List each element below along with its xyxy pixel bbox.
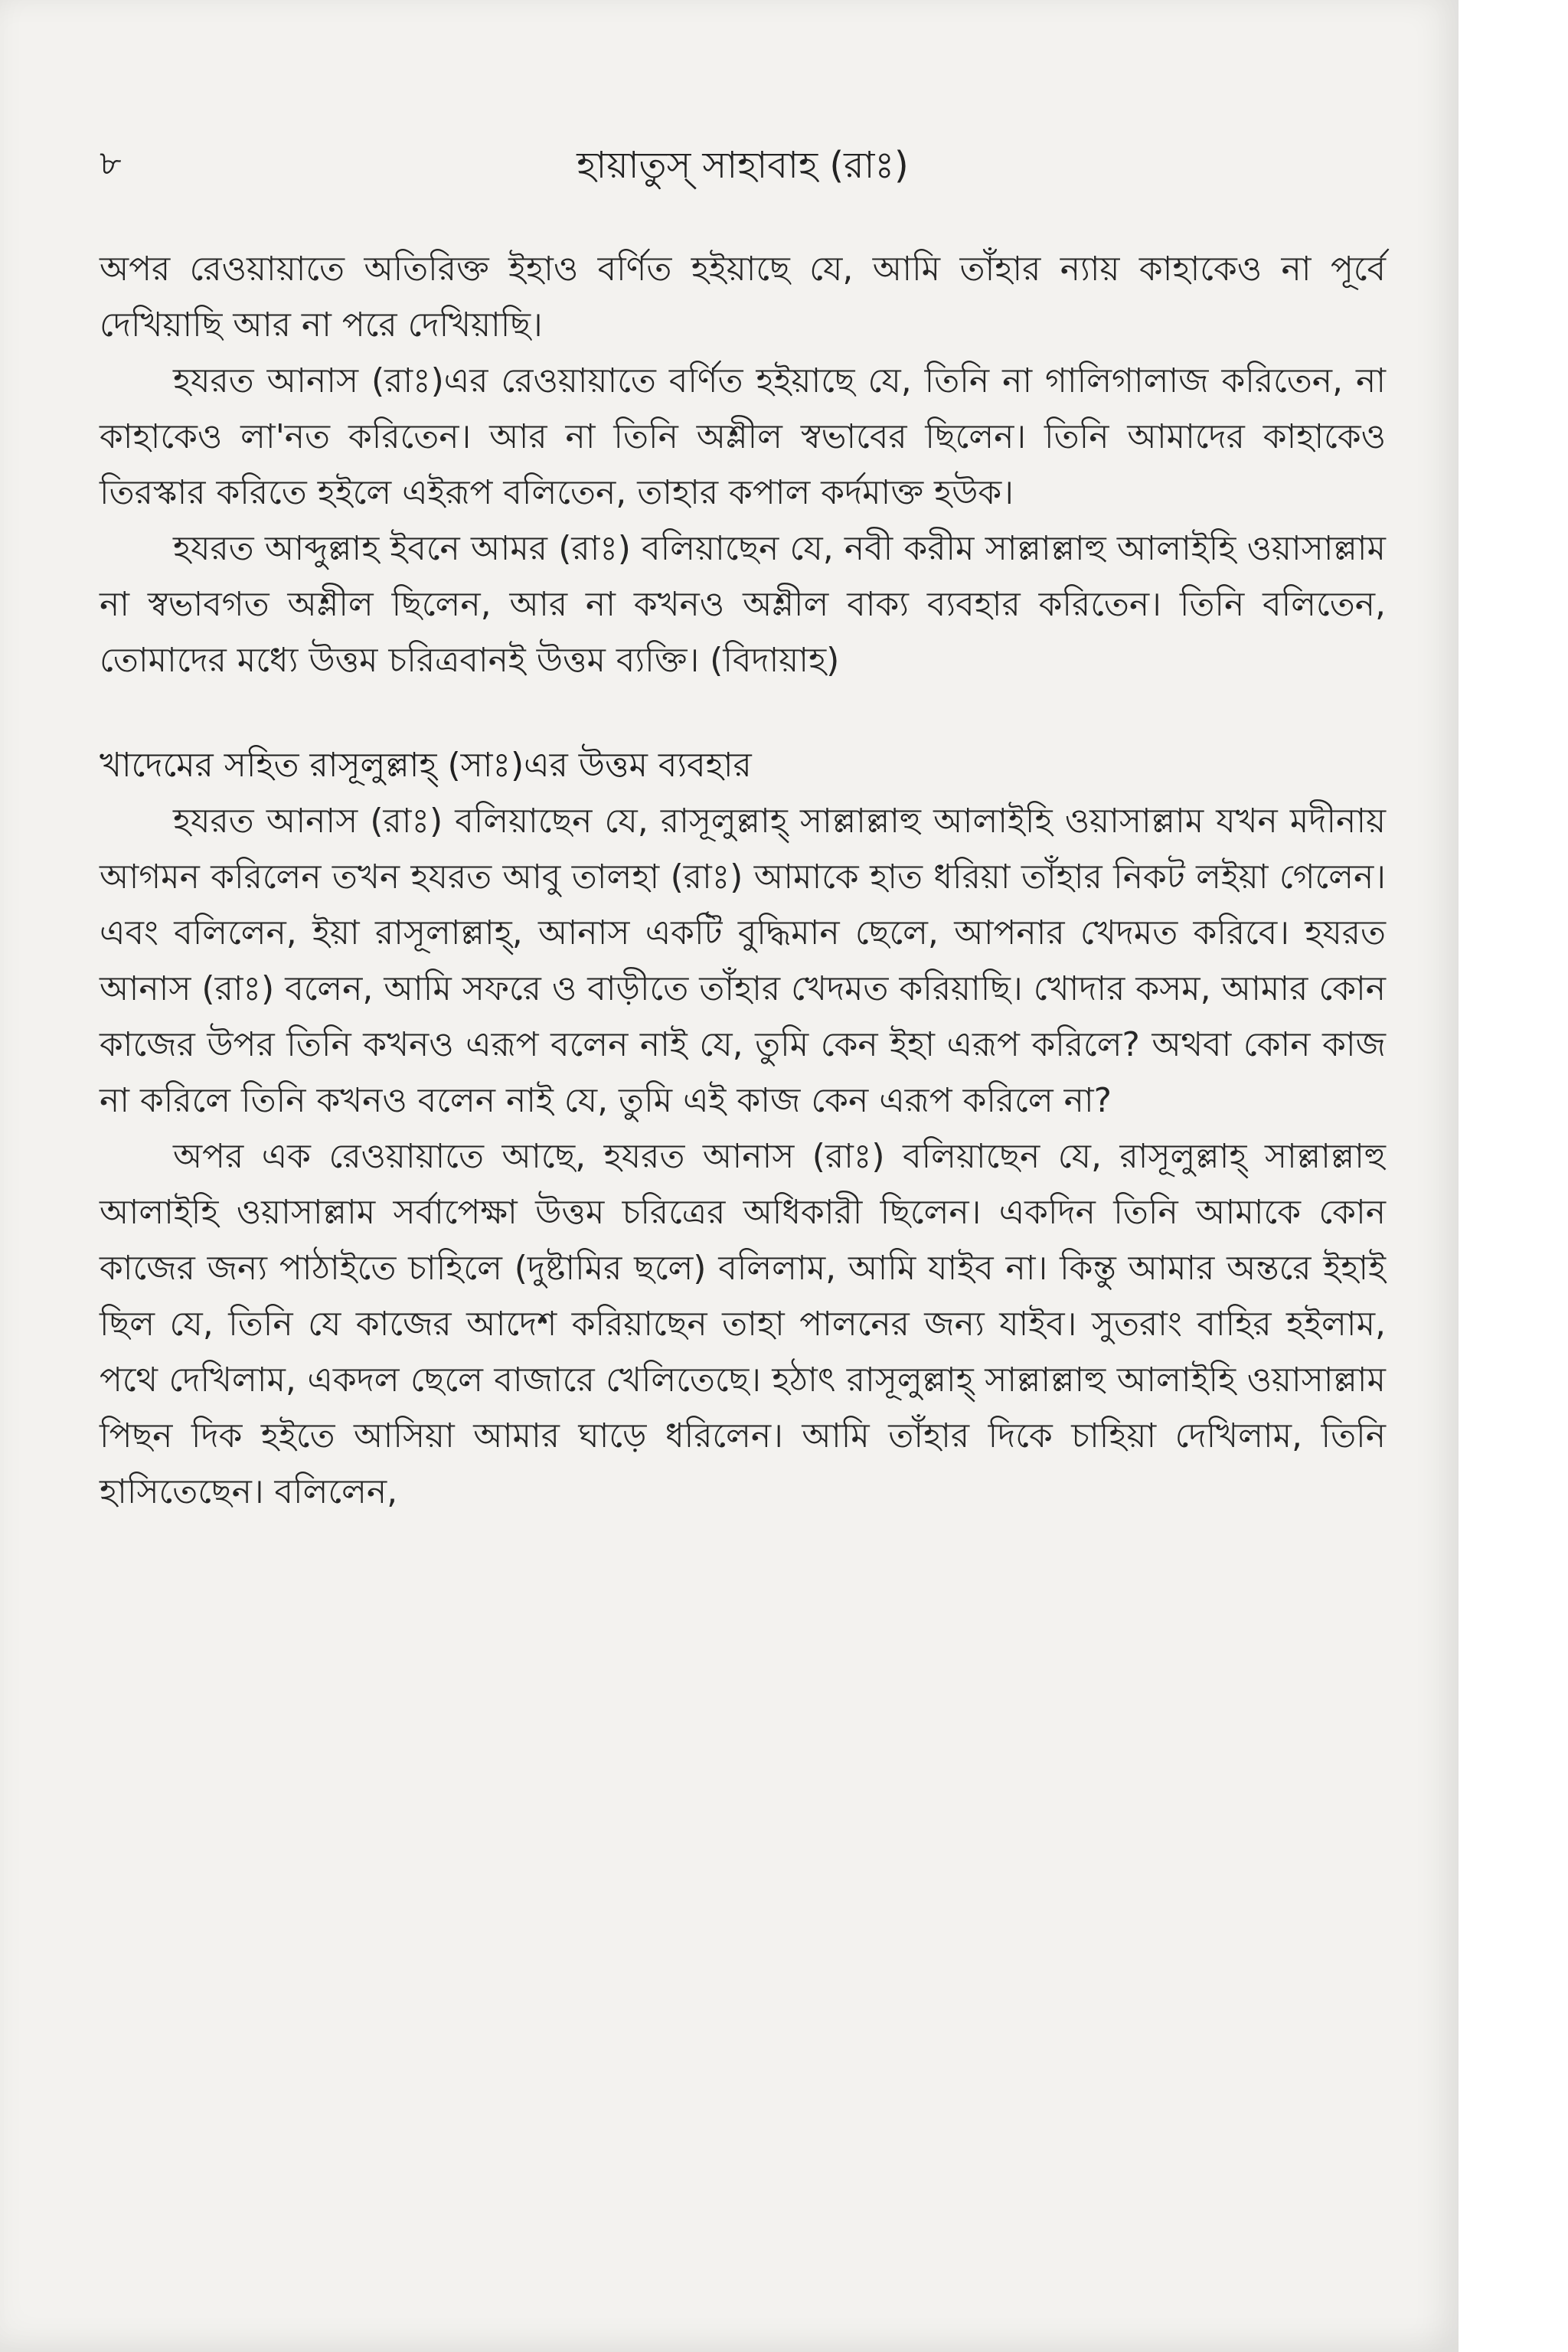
page-number: ৮ [100, 144, 122, 183]
paragraph-1: অপর রেওয়ায়াতে অতিরিক্ত ইহাও বর্ণিত হইয়াছে যে, আমি তাঁহার ন্যায় কাহাকেও না পূর্বে দেখিয়াছি আর না পরে দেখিয়াছি। [100, 250, 1386, 345]
paragraph-3: হযরত আব্দুল্লাহ ইবনে আমর (রাঃ) বলিয়াছেন যে, নবী করীম সাল্লাল্লাহু আলাইহি ওয়াসাল্লাম না স্বভাবগত অশ্লীল ছিলেন, আর না কখনও অশ্লীল বাক্য ব্যবহার করিতেন। তিনি বলিতেন, তোমাদের মধ্যে উত্তম চরিত্রবানই উত্তম ব্যক্তি। (বিদায়াহ) [100, 529, 1386, 680]
paragraph-5: অপর এক রেওয়ায়াতে আছে, হযরত আনাস (রাঃ) বলিয়াছেন যে, রাসূলুল্লাহ্ সাল্লাল্লাহু আলাইহি ওয়াসাল্লাম সর্বাপেক্ষা উত্তম চরিত্রের অধিকারী ছিলেন। একদিন তিনি আমাকে কোন কাজের জন্য পাঠাইতে চাহিলে (দুষ্টামির ছলে) বলিলাম, আমি যাইব না। কিন্তু আমার অন্তরে ইহাই ছিল যে, তিনি যে কাজের আদেশ করিয়াছেন তাহা পালনের জন্য যাইব। সুতরাং বাহির হইলাম, পথে দেখিলাম, একদল ছেলে বাজারে খেলিতেছে। হঠাৎ রাসূলুল্লাহ্ সাল্লাল্লাহু আলাইহি ওয়াসাল্লাম পিছন দিক হইতে আসিয়া আমার ঘাড়ে ধরিলেন। আমি তাঁহার দিকে চাহিয়া দেখিলাম, তিনি হাসিতেছেন। বলিলেন, [100, 1137, 1386, 1511]
paragraph-2: হযরত আনাস (রাঃ)এর রেওয়ায়াতে বর্ণিত হইয়াছে যে, তিনি না গালিগালাজ করিতেন, না কাহাকেও লা'নত করিতেন। আর না তিনি অশ্লীল স্বভাবের ছিলেন। তিনি আমাদের কাহাকেও তিরস্কার করিতে হইলে এইরূপ বলিতেন, তাহার কপাল কর্দমাক্ত হউক। [100, 361, 1386, 512]
page-header [100, 138, 1386, 191]
page-body [100, 241, 1386, 1520]
running-title: হায়াতুস্ সাহাবাহ (রাঃ) [577, 144, 909, 187]
paragraph-4: হযরত আনাস (রাঃ) বলিয়াছেন যে, রাসূলুল্লাহ্ সাল্লাল্লাহু আলাইহি ওয়াসাল্লাম যখন মদীনায় আগমন করিলেন তখন হযরত আবু তালহা (রাঃ) আমাকে হাত ধরিয়া তাঁহার নিকট লইয়া গেলেন। এবং বলিলেন, ইয়া রাসূলাল্লাহ্, আনাস একটি বুদ্ধিমান ছেলে, আপনার খেদমত করিবে। হযরত আনাস (রাঃ) বলেন, আমি সফরে ও বাড়ীতে তাঁহার খেদমত করিয়াছি। খোদার কসম, আমার কোন কাজের উপর তিনি কখনও এরূপ বলেন নাই যে, তুমি কেন ইহা এরূপ করিলে? অথবা কোন কাজ না করিলে তিনি কখনও বলেন নাই যে, তুমি এই কাজ কেন এরূপ করিলে না? [100, 802, 1386, 1120]
blank-margin [1459, 0, 1568, 2352]
section-heading: খাদেমের সহিত রাসূলুল্লাহ্ (সাঃ)এর উত্তম ব্যবহার [100, 746, 752, 785]
